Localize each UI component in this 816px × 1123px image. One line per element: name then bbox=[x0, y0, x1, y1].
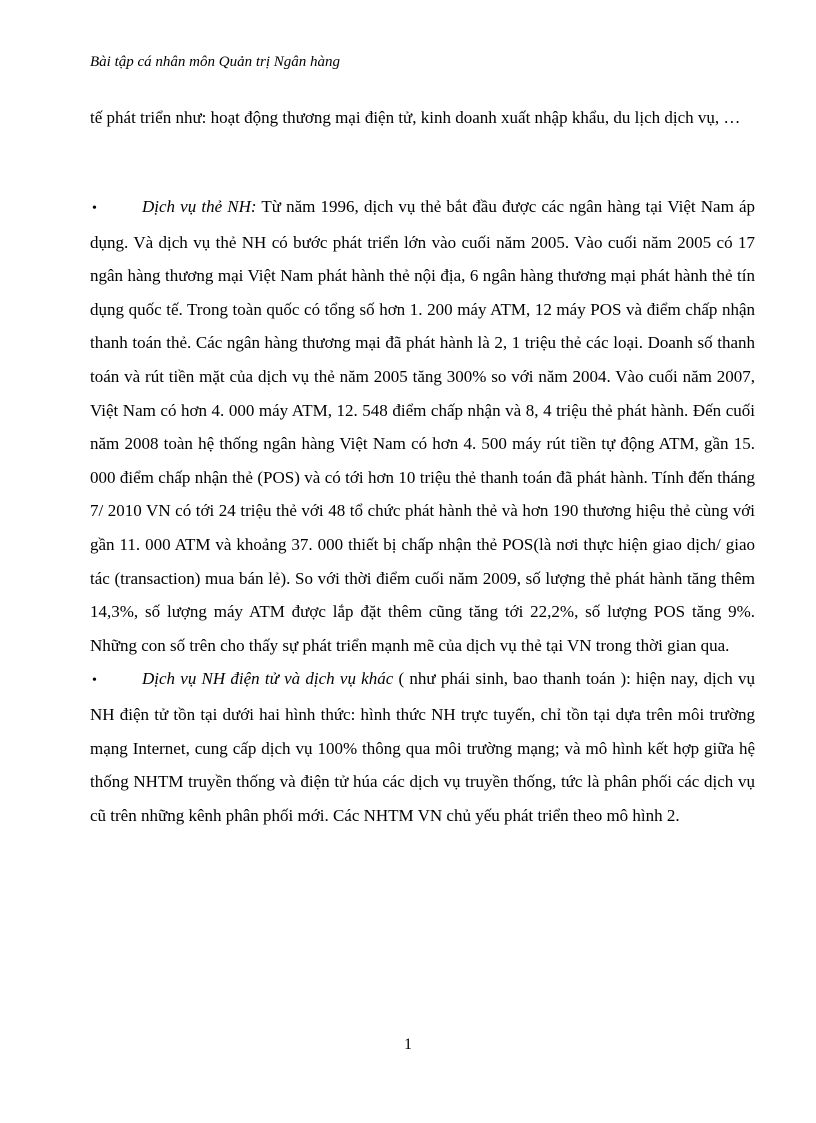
intro-paragraph: tế phát triển như: hoạt động thương mại điện tử, kinh doanh xuất nhập khẩu, du lịch dịch vụ, … bbox=[90, 108, 741, 127]
list-item-e-banking bbox=[90, 662, 755, 832]
list-item-text: ( như phái sinh, bao thanh toán ): hiện nay, dịch vụ NH điện tử tồn tại dưới hai hình thức: hình thức NH trực tuyến, chỉ tồn tại dựa trên môi trường mạng Internet, cung cấp dịch vụ 100% thông qua môi trường mạng; và mô hình kết hợp giữa hệ thống NHTM truyền thống và điện tử húa các dịch vụ truyền thống, tức là phân phối các dịch vụ cũ trên những kênh phân phối mới. Các NHTM VN chủ yếu phát triển theo mô hình 2. bbox=[90, 669, 755, 825]
list-item-term: Dịch vụ thẻ NH: bbox=[142, 197, 257, 216]
running-header: Bài tập cá nhân môn Quản trị Ngân hàng bbox=[90, 54, 340, 70]
list-item-card-services bbox=[90, 190, 755, 662]
bullet-list bbox=[90, 190, 755, 832]
list-item-term: Dịch vụ NH điện tử và dịch vụ khác bbox=[142, 669, 394, 689]
list-item-text: Từ năm 1996, dịch vụ thẻ bắt đầu được các ngân hàng tại Việt Nam áp dụng. Và dịch vụ thẻ NH có bước phát triển lớn vào cuối năm 2005. Vào cuối năm 2005 có 17 ngân hàng thương mại Việt Nam phát hành thẻ nội địa, 6 ngân hàng thương mại phát hành thẻ tín dụng quốc tế. Trong toàn quốc có tổng số hơn 1. 200 máy ATM, 12 máy POS và điểm chấp nhận thanh toán thẻ. Các ngân hàng thương mại đã phát hành là 2, 1 triệu thẻ các loại. Doanh số thanh toán và rút tiền mặt của dịch vụ thẻ năm 2005 tăng 300% so với năm 2004. Vào cuối năm 2007, Việt Nam có hơn 4. 000 máy ATM, 12. 548 điểm chấp nhận và 8, 4 triệu thẻ phát hành. Đến cuối năm 2008 toàn hệ thống ngân hàng Việt Nam có hơn 4. 500 máy rút tiền tự động ATM, gần 15. 000 điểm chấp nhận thẻ (POS) và có tới hơn 10 triệu thẻ thanh toán đã phát hành. Tính đến tháng 7/ 2010 VN có tới 24 triệu thẻ với 48 tổ chức phát hành thẻ và hơn 190 thương hiệu thẻ cùng với gần 11. 000 ATM và khoảng 37. 000 thiết bị chấp nhận thẻ POS(là nơi thực hiện giao dịch/ giao tác (transaction) mua bán lẻ). So với thời điểm cuối năm 2009, số lượng thẻ phát hành tăng thêm 14,3%, số lượng máy ATM được lắp đặt thêm cũng tăng tới 22,2%, số lượng POS tăng 9%. Những con số trên cho thấy sự phát triển mạnh mẽ của dịch vụ thẻ tại VN trong thời gian qua. bbox=[90, 197, 755, 655]
bullet-icon: • bbox=[92, 673, 97, 689]
bullet-icon: • bbox=[92, 201, 97, 216]
page-number: 1 bbox=[404, 1036, 412, 1053]
